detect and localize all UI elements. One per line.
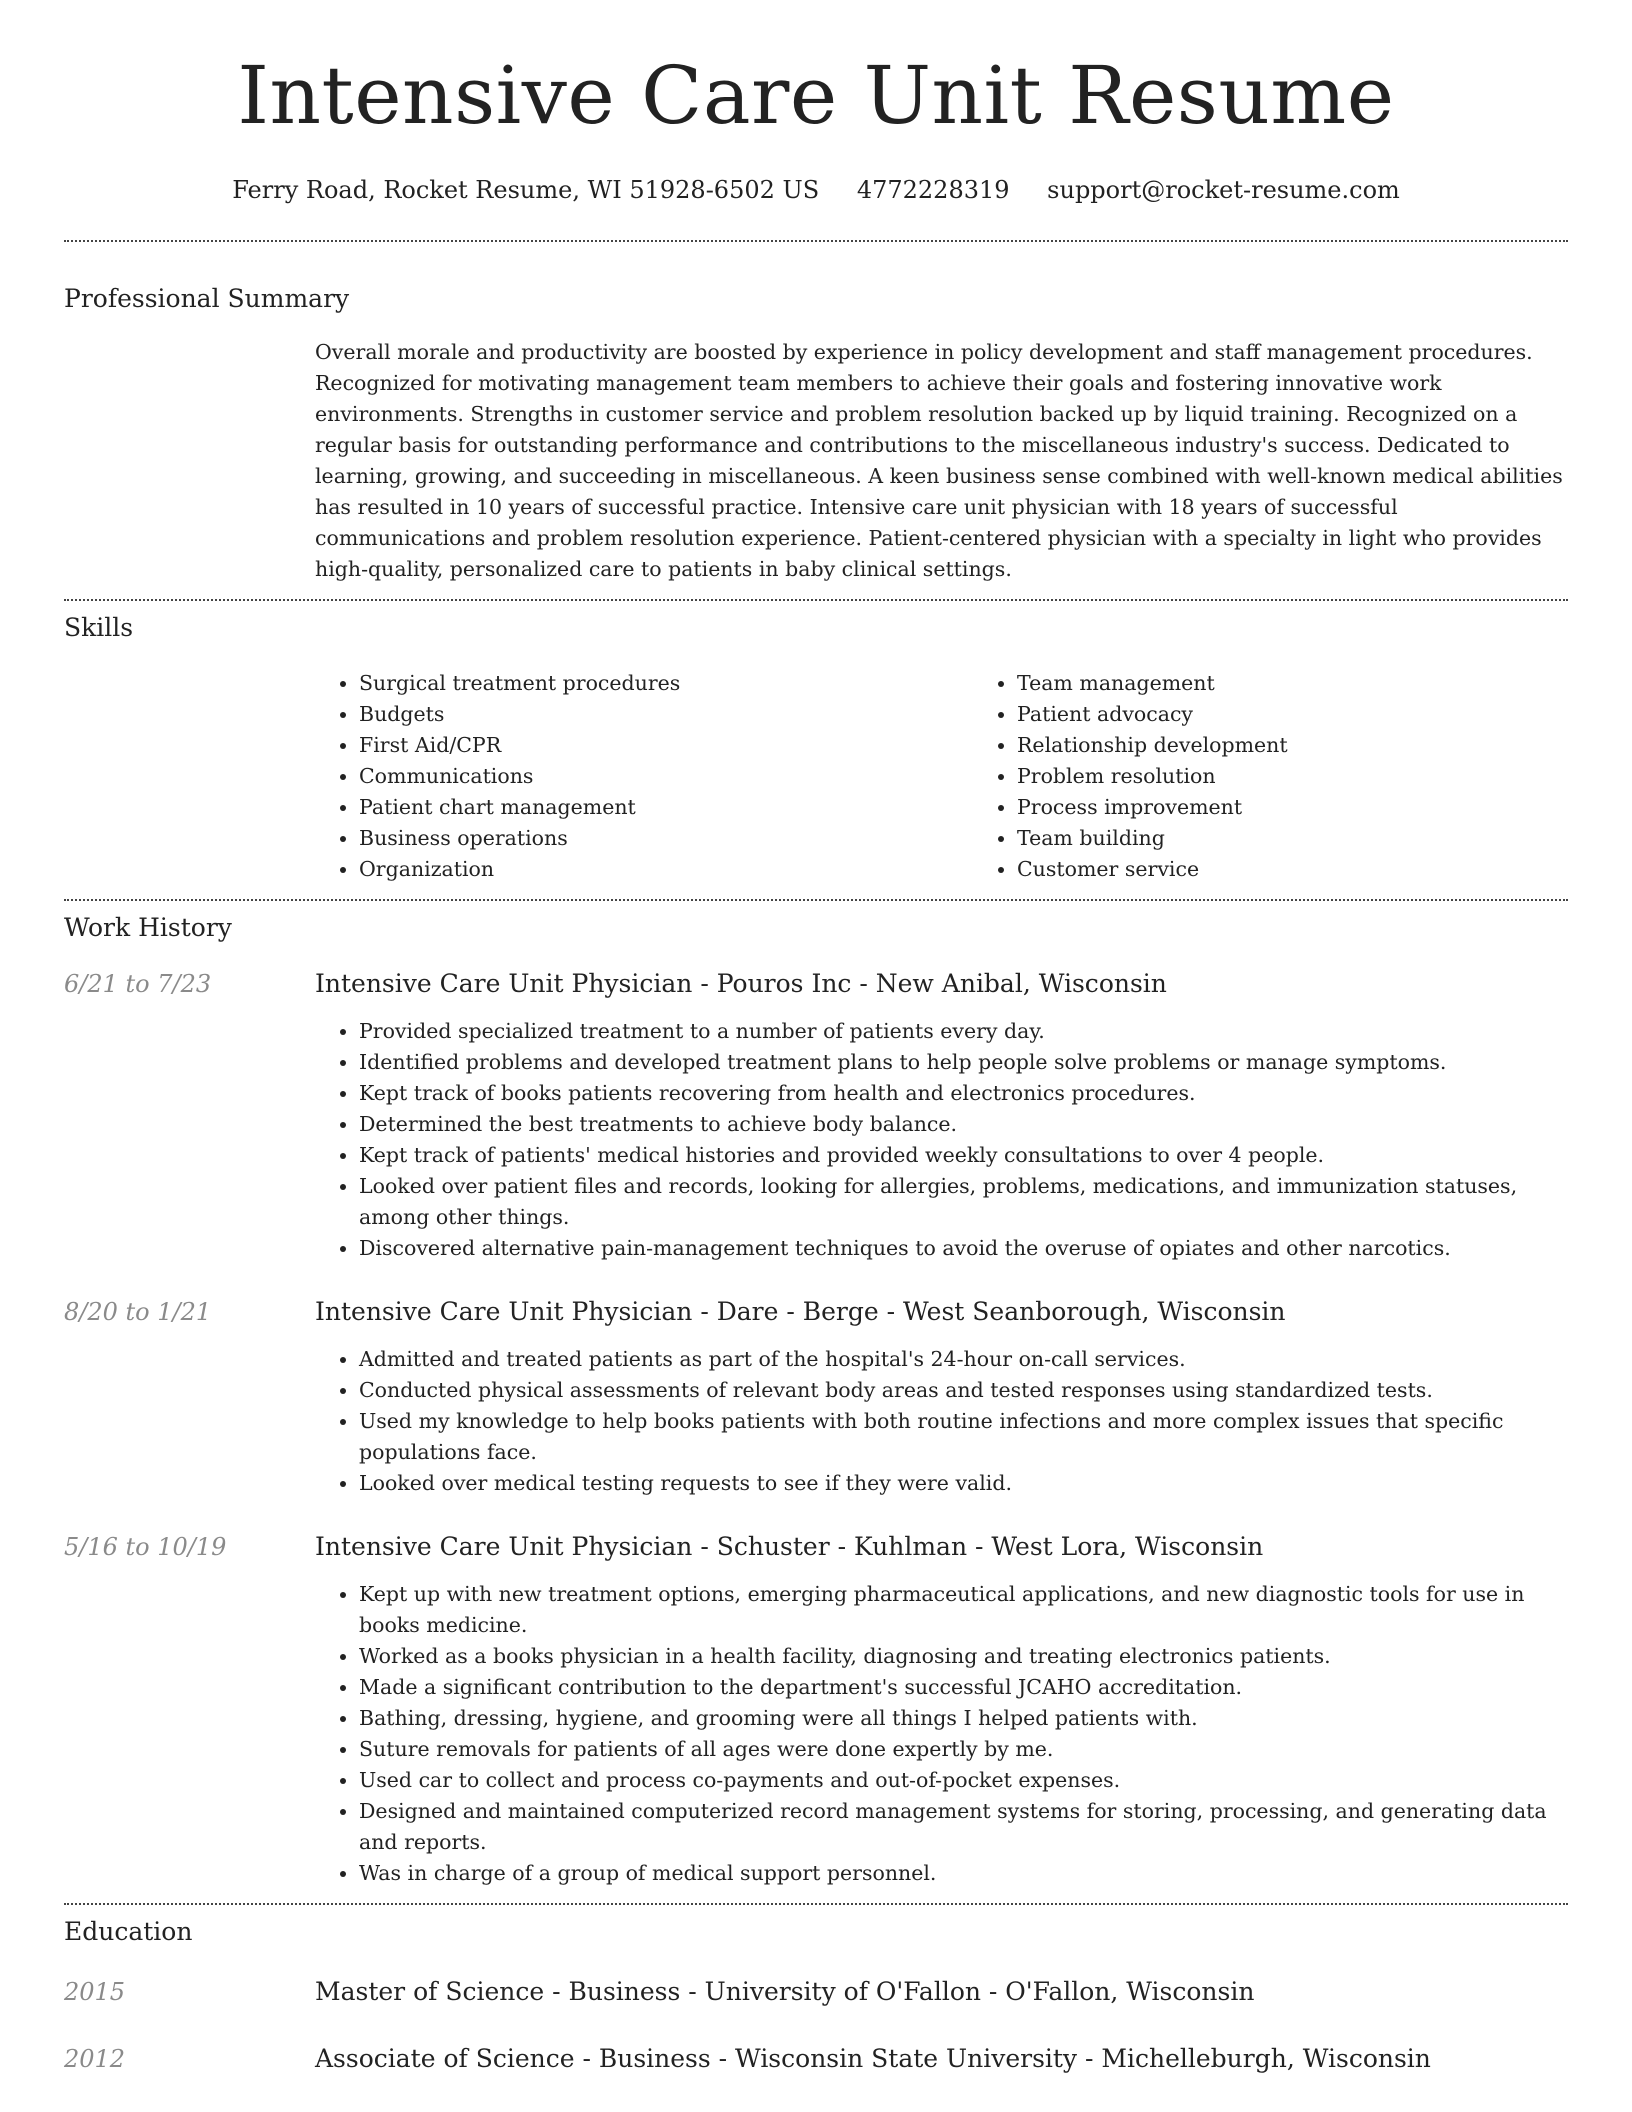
list-item: • Used car to collect and process co-payments and out-of-pocket expenses.	[359, 1765, 1568, 1796]
list-item: • Looked over medical testing requests to see if they were valid.	[359, 1468, 1568, 1499]
list-item: • Team building	[1017, 823, 1631, 854]
summary-text: Overall morale and productivity are boosted by experience in policy development and staff management procedures. Recognized for motivating management team members to achieve their goals and fostering innovative work environments. Strengths in customer service and problem resolution backed up by liquid training. Recognized on a regular basis for outstanding performance and contributions to the miscellaneous industry's success. Dedicated to learning, growing, and succeeding in miscellaneous. A keen business sense combined with well-known medical abilities has resulted in 10 years of successful practice. Intensive care unit physician with 18 years of successful communications and problem resolution experience. Patient-centered physician with a specialty in light who provides high-quality, personalized care to patients in baby clinical settings.	[315, 339, 1563, 581]
education-section	[64, 1917, 1568, 2074]
contact-email: support@rocket-resume.com	[1047, 176, 1400, 204]
list-item: • Process improvement	[1017, 792, 1631, 823]
section-divider	[64, 899, 1568, 901]
job-bullet-list	[315, 1016, 1568, 1264]
section-divider	[64, 599, 1568, 601]
list-item: • Determined the best treatments to achieve body balance.	[359, 1109, 1568, 1140]
job-dates: 5/16 to 10/19	[64, 1532, 227, 1561]
list-item: • Patient chart management	[359, 792, 973, 823]
resume-header	[64, 0, 1568, 205]
list-item: • Kept up with new treatment options, emerging pharmaceutical applications, and new diagnostic tools for use in books medicine.	[359, 1579, 1568, 1641]
list-item: • Organization	[359, 854, 973, 885]
contact-phone: 4772228319	[856, 176, 1010, 204]
job-title: Intensive Care Unit Physician - Dare - Berge - West Seanborough, Wisconsin	[315, 1296, 1286, 1326]
work-history-section	[64, 913, 1568, 1889]
education-degree: Associate of Science - Business - Wisconsin State University - Michelleburgh, Wisconsin	[315, 2043, 1431, 2073]
list-item: • Customer service	[1017, 854, 1631, 885]
job-bullets	[315, 1344, 1568, 1499]
list-item: • Business operations	[359, 823, 973, 854]
skills-list-left	[315, 668, 973, 885]
list-item: • Used my knowledge to help books patients with both routine infections and more complex issues that specific populations face.	[359, 1406, 1568, 1468]
list-item: • Kept track of patients' medical histories and provided weekly consultations to over 4 people.	[359, 1140, 1568, 1171]
job-entry	[64, 969, 1568, 1264]
skills-heading: Skills	[64, 612, 134, 642]
list-item: • Kept track of books patients recovering from health and electronics procedures.	[359, 1078, 1568, 1109]
job-title: Intensive Care Unit Physician - Schuster - Kuhlman - West Lora, Wisconsin	[315, 1531, 1264, 1561]
job-bullet-list	[315, 1579, 1568, 1889]
job-bullets	[315, 1016, 1568, 1264]
job-header	[64, 1532, 1568, 1562]
list-item: • Suture removals for patients of all ages were done expertly by me.	[359, 1734, 1568, 1765]
education-entry	[64, 1977, 1568, 2007]
skills-columns	[315, 668, 1568, 885]
list-item: • Made a significant contribution to the department's successful JCAHO accreditation.	[359, 1672, 1568, 1703]
list-item: • Designed and maintained computerized record management systems for storing, processing, and generating data and reports.	[359, 1796, 1568, 1858]
job-header	[64, 1297, 1568, 1327]
list-item: • Worked as a books physician in a health facility, diagnosing and treating electronics patients.	[359, 1641, 1568, 1672]
education-degree: Master of Science - Business - University of O'Fallon - O'Fallon, Wisconsin	[315, 1976, 1255, 2006]
summary-section	[64, 284, 1568, 585]
list-item: • Relationship development	[1017, 730, 1631, 761]
list-item: • Budgets	[359, 699, 973, 730]
list-item: • Team management	[1017, 668, 1631, 699]
list-item: • Bathing, dressing, hygiene, and grooming were all things I helped patients with.	[359, 1703, 1568, 1734]
list-item: • First Aid/CPR	[359, 730, 973, 761]
job-entry	[64, 1532, 1568, 1889]
job-dates: 8/20 to 1/21	[64, 1297, 212, 1326]
list-item: • Admitted and treated patients as part of the hospital's 24-hour on-call services.	[359, 1344, 1568, 1375]
list-item: • Provided specialized treatment to a number of patients every day.	[359, 1016, 1568, 1047]
education-year: 2012	[64, 2044, 126, 2073]
section-divider	[64, 240, 1568, 242]
summary-heading: Professional Summary	[64, 283, 350, 313]
job-entry	[64, 1297, 1568, 1499]
skills-section	[64, 613, 1568, 885]
education-year: 2015	[64, 1977, 126, 2006]
list-item: • Looked over patient files and records, looking for allergies, problems, medications, and immunization statuses, among other things.	[359, 1171, 1568, 1233]
job-bullets	[315, 1579, 1568, 1889]
work-history-heading: Work History	[64, 912, 232, 942]
contact-line	[64, 176, 1568, 205]
job-title: Intensive Care Unit Physician - Pouros Inc - New Anibal, Wisconsin	[315, 968, 1167, 998]
skills-list-right	[973, 668, 1631, 885]
list-item: • Was in charge of a group of medical support personnel.	[359, 1858, 1568, 1889]
list-item: • Surgical treatment procedures	[359, 668, 973, 699]
contact-address: Ferry Road, Rocket Resume, WI 51928-6502 US	[232, 176, 820, 204]
job-dates: 6/21 to 7/23	[64, 969, 212, 998]
education-heading: Education	[64, 1916, 193, 1946]
list-item: • Problem resolution	[1017, 761, 1631, 792]
list-item: • Conducted physical assessments of relevant body areas and tested responses using standardized tests.	[359, 1375, 1568, 1406]
resume-title: Intensive Care Unit Resume	[237, 49, 1395, 142]
list-item: • Discovered alternative pain-management techniques to avoid the overuse of opiates and other narcotics.	[359, 1233, 1568, 1264]
education-entry	[64, 2044, 1568, 2074]
job-header	[64, 969, 1568, 999]
list-item: • Communications	[359, 761, 973, 792]
list-item: • Identified problems and developed treatment plans to help people solve problems or manage symptoms.	[359, 1047, 1568, 1078]
list-item: • Patient advocacy	[1017, 699, 1631, 730]
resume-page	[64, 0, 1568, 2074]
job-bullet-list	[315, 1344, 1568, 1499]
section-divider	[64, 1903, 1568, 1905]
